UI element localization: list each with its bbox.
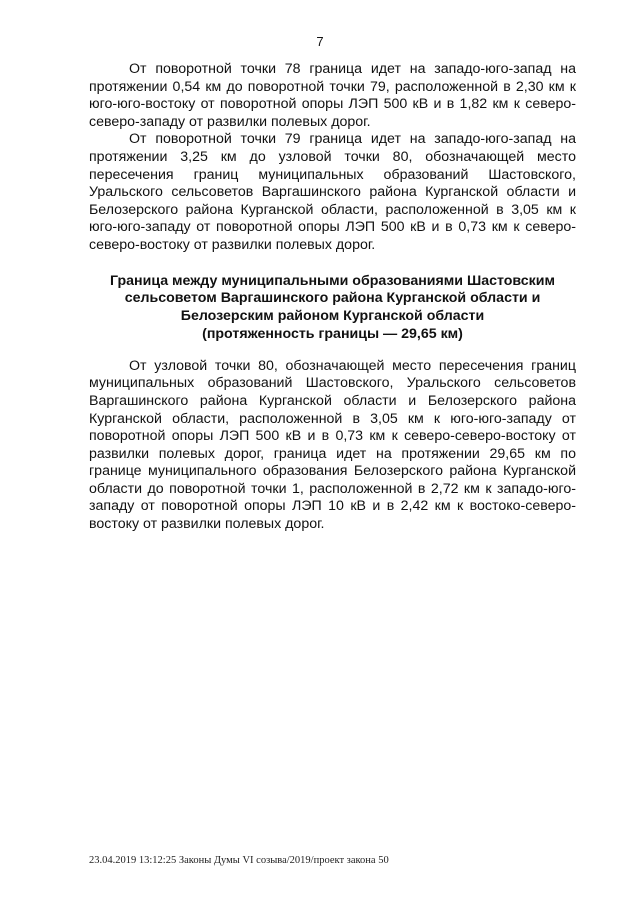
paragraph-point-80: От узловой точки 80, обозначающей место пересечения границ муниципальных образований Шастовского, Уральского сельсоветов Варгашинского района Курганской области и Белозерского района Курганской области, расположенной в 3,05 км к юго-юго-западу от поворотной опоры ЛЭП 500 кВ и в 0,73 км к северо-северо-востоку от развилки полевых дорог, граница идет на протяжении 29,65 км по границе муниципального образования Белозерского района Курганской области до поворотной точки 1, расположенной в 2,72 км к западо-юго-западу от поворотной опоры ЛЭП 10 кВ и в 2,42 км к востоко-северо-востоку от развилки полевых дорог.	[89, 357, 576, 533]
section-heading	[89, 273, 576, 344]
document-body	[89, 61, 576, 534]
page-number: 7	[316, 34, 324, 49]
section-heading-line: Белозерским районом Курганской области	[180, 308, 485, 325]
section-heading-length: (протяженность границы — 29,65 км)	[202, 325, 463, 342]
document-footer: 23.04.2019 13:12:25 Законы Думы VI созыва/2019/проект закона 50	[89, 855, 389, 866]
section-heading-line: сельсоветом Варгашинского района Курганской области и	[124, 290, 541, 307]
paragraph-point-79: От поворотной точки 79 граница идет на западо-юго-запад на протяжении 3,25 км до узловой точки 80, обозначающей место пересечения границ муниципальных образований Шастовского, Уральского сельсоветов Варгашинского района Курганской области и Белозерского района Курганской области, расположенной в 3,05 км к юго-юго-западу от поворотной опоры ЛЭП 500 кВ и в 0,73 км к северо-северо-востоку от развилки полевых дорог.	[89, 131, 576, 253]
section-heading-line: Граница между муниципальными образованиями Шастовским	[109, 272, 556, 289]
paragraph-point-78: От поворотной точки 78 граница идет на западо-юго-запад на протяжении 0,54 км до поворотной точки 79, расположенной в 2,30 км к юго-юго-востоку от поворотной опоры ЛЭП 500 кВ и в 1,82 км к северо-северо-западу от развилки полевых дорог.	[89, 61, 576, 130]
